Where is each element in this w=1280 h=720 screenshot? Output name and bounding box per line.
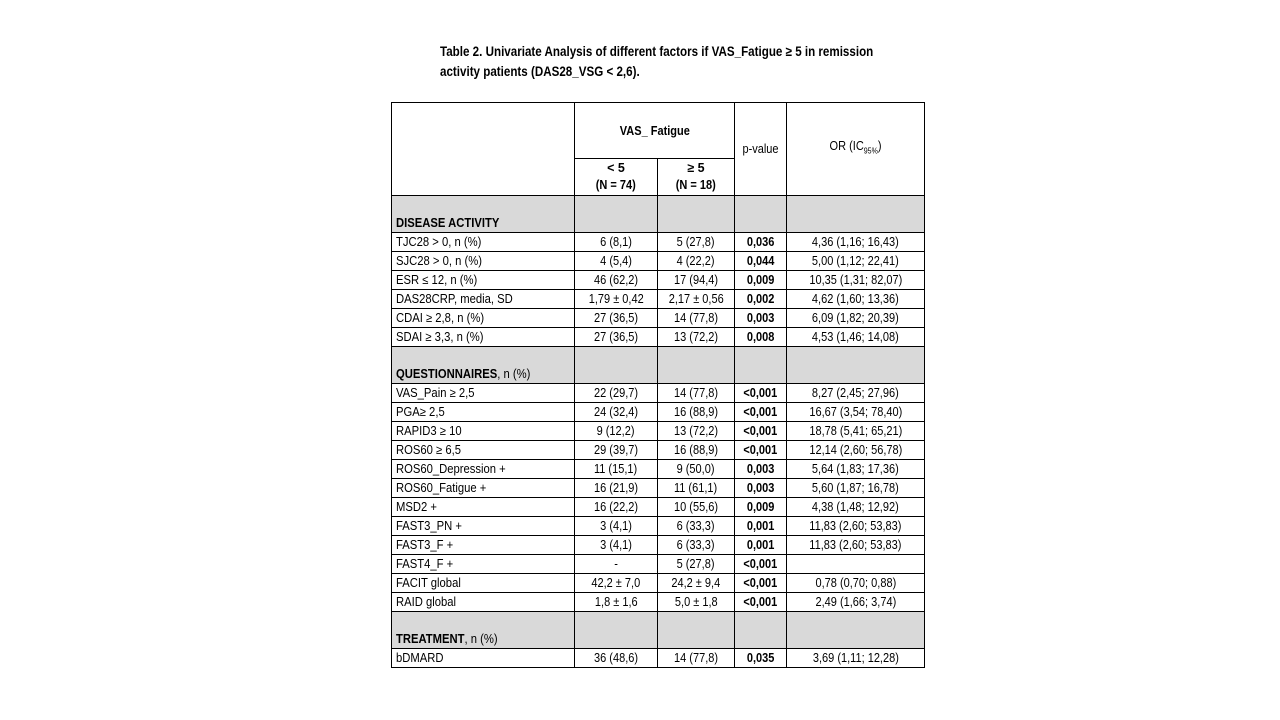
row-label-cell xyxy=(392,555,575,574)
table-row xyxy=(392,441,925,460)
p-value-cell xyxy=(735,593,787,612)
value-ge5: 6 (33,3) xyxy=(677,538,715,552)
value-ge5: 2,17 ± 0,56 xyxy=(668,292,724,306)
row-label-cell xyxy=(392,233,575,252)
value-ge5: 24,2 ± 9,4 xyxy=(671,576,721,590)
value-lt5-cell xyxy=(575,649,658,668)
value-lt5-cell xyxy=(575,309,658,328)
value-ge5: 5 (27,8) xyxy=(677,557,715,571)
table-row xyxy=(392,460,925,479)
value-ge5: 13 (72,2) xyxy=(673,424,719,438)
p-value-cell xyxy=(735,479,787,498)
row-label-cell xyxy=(392,498,575,517)
p-value: 0,001 xyxy=(746,519,775,533)
p-value: <0,001 xyxy=(743,386,778,400)
value-ge5: 6 (33,3) xyxy=(677,519,715,533)
odds-ratio: 5,60 (1,87; 16,78) xyxy=(812,481,899,495)
value-ge5-cell xyxy=(658,555,735,574)
section-empty-cell xyxy=(735,347,787,384)
p-value: 0,001 xyxy=(746,538,775,552)
odds-ratio-cell xyxy=(787,479,925,498)
row-label-cell xyxy=(392,460,575,479)
odds-ratio: 8,27 (2,45; 27,96) xyxy=(812,386,899,400)
table-row xyxy=(392,536,925,555)
table-title xyxy=(440,42,874,82)
p-value: <0,001 xyxy=(743,576,778,590)
p-value: 0,044 xyxy=(746,254,775,268)
value-lt5-cell xyxy=(575,479,658,498)
section-heading-text: TREATMENT xyxy=(396,632,465,646)
p-value: <0,001 xyxy=(743,424,778,438)
table-row xyxy=(392,479,925,498)
odds-ratio: 12,14 (2,60; 56,78) xyxy=(809,443,902,457)
value-ge5: 13 (72,2) xyxy=(673,330,719,344)
p-value: 0,009 xyxy=(746,500,775,514)
section-empty-cell xyxy=(658,612,735,649)
value-lt5-cell xyxy=(575,384,658,403)
value-lt5: 22 (29,7) xyxy=(593,386,639,400)
row-label-cell xyxy=(392,271,575,290)
row-label: FAST4_F + xyxy=(396,557,454,571)
header-empty-cell xyxy=(392,103,575,196)
value-ge5: 16 (88,9) xyxy=(673,405,719,419)
value-lt5-cell xyxy=(575,252,658,271)
value-ge5-cell xyxy=(658,593,735,612)
p-value-cell xyxy=(735,536,787,555)
value-ge5-cell xyxy=(658,328,735,347)
p-value-cell xyxy=(735,328,787,347)
p-value: <0,001 xyxy=(743,405,778,419)
p-value: 0,008 xyxy=(746,330,775,344)
row-label-cell xyxy=(392,574,575,593)
value-lt5-cell xyxy=(575,555,658,574)
value-ge5: 11 (61,1) xyxy=(674,481,718,495)
p-value: 0,035 xyxy=(746,651,775,665)
value-ge5-cell xyxy=(658,384,735,403)
value-ge5-cell xyxy=(658,233,735,252)
table-row xyxy=(392,574,925,593)
group-lt5-header: < 5 (N = 74) xyxy=(575,159,658,196)
section-empty-cell xyxy=(735,612,787,649)
table-row xyxy=(392,271,925,290)
table-row xyxy=(392,384,925,403)
odds-ratio: 5,00 (1,12; 22,41) xyxy=(812,254,899,268)
value-lt5-cell xyxy=(575,574,658,593)
section-heading-suffix: , n (%) xyxy=(497,367,531,381)
row-label-cell xyxy=(392,649,575,668)
value-lt5: 24 (32,4) xyxy=(593,405,639,419)
p-value-cell xyxy=(735,460,787,479)
value-lt5-cell xyxy=(575,328,658,347)
table-row xyxy=(392,555,925,574)
value-lt5: 4 (5,4) xyxy=(600,254,632,268)
row-label: CDAI ≥ 2,8, n (%) xyxy=(396,311,485,325)
section-heading xyxy=(392,347,575,384)
row-label-cell xyxy=(392,403,575,422)
value-lt5: 36 (48,6) xyxy=(593,651,639,665)
odds-ratio: 18,78 (5,41; 65,21) xyxy=(809,424,902,438)
section-header-row xyxy=(392,347,925,384)
row-label-cell xyxy=(392,441,575,460)
odds-ratio-cell xyxy=(787,441,925,460)
value-lt5: 6 (8,1) xyxy=(600,235,632,249)
value-ge5-cell xyxy=(658,271,735,290)
p-value-cell xyxy=(735,498,787,517)
p-value: 0,003 xyxy=(746,462,775,476)
univariate-analysis-table xyxy=(391,102,925,668)
p-value-cell xyxy=(735,574,787,593)
row-label-cell xyxy=(392,593,575,612)
value-lt5: 16 (21,9) xyxy=(593,481,639,495)
section-empty-cell xyxy=(575,347,658,384)
odds-ratio-cell xyxy=(787,555,925,574)
odds-ratio-cell xyxy=(787,290,925,309)
value-lt5-cell xyxy=(575,271,658,290)
p-value-cell xyxy=(735,649,787,668)
p-value: <0,001 xyxy=(743,443,778,457)
section-heading-text: QUESTIONNAIRES xyxy=(396,367,498,381)
p-value-cell xyxy=(735,252,787,271)
row-label: TJC28 > 0, n (%) xyxy=(396,235,482,249)
table-row xyxy=(392,328,925,347)
value-lt5-cell xyxy=(575,441,658,460)
value-lt5: 29 (39,7) xyxy=(593,443,639,457)
group-ge5-header: ≥ 5 (N = 18) xyxy=(658,159,735,196)
odds-ratio: 11,83 (2,60; 53,83) xyxy=(809,519,902,533)
row-label: RAPID3 ≥ 10 xyxy=(396,424,462,438)
odds-ratio: 11,83 (2,60; 53,83) xyxy=(809,538,902,552)
value-ge5-cell xyxy=(658,441,735,460)
table-row xyxy=(392,252,925,271)
value-ge5: 4 (22,2) xyxy=(677,254,715,268)
value-ge5: 17 (94,4) xyxy=(673,273,719,287)
p-value-cell xyxy=(735,555,787,574)
row-label: VAS_Pain ≥ 2,5 xyxy=(396,386,475,400)
section-empty-cell xyxy=(575,612,658,649)
table-row xyxy=(392,233,925,252)
odds-ratio: 0,78 (0,70; 0,88) xyxy=(815,576,896,590)
value-lt5: 46 (62,2) xyxy=(593,273,639,287)
odds-ratio-cell xyxy=(787,271,925,290)
section-empty-cell xyxy=(735,196,787,233)
value-lt5: 16 (22,2) xyxy=(593,500,639,514)
row-label-cell xyxy=(392,479,575,498)
row-label-cell xyxy=(392,384,575,403)
value-lt5: 1,8 ± 1,6 xyxy=(594,595,638,609)
value-lt5: 9 (12,2) xyxy=(597,424,635,438)
table-row xyxy=(392,517,925,536)
p-value: 0,036 xyxy=(746,235,775,249)
value-ge5: 14 (77,8) xyxy=(673,651,719,665)
value-ge5-cell xyxy=(658,403,735,422)
value-lt5: - xyxy=(614,557,618,571)
value-ge5: 9 (50,0) xyxy=(677,462,715,476)
row-label-cell xyxy=(392,309,575,328)
row-label: FAST3_F + xyxy=(396,538,454,552)
value-lt5-cell xyxy=(575,593,658,612)
value-ge5-cell xyxy=(658,498,735,517)
p-value-cell xyxy=(735,517,787,536)
row-label: ROS60 ≥ 6,5 xyxy=(396,443,461,457)
value-lt5: 3 (4,1) xyxy=(600,538,632,552)
value-ge5-cell xyxy=(658,252,735,271)
p-value-cell xyxy=(735,271,787,290)
value-lt5-cell xyxy=(575,290,658,309)
row-label: ROS60_Depression + xyxy=(396,462,506,476)
row-label-cell xyxy=(392,536,575,555)
value-ge5: 16 (88,9) xyxy=(673,443,719,457)
value-ge5-cell xyxy=(658,460,735,479)
value-lt5-cell xyxy=(575,403,658,422)
section-header-row xyxy=(392,196,925,233)
row-label: RAID global xyxy=(396,595,457,609)
p-value-cell xyxy=(735,290,787,309)
section-empty-cell xyxy=(787,347,925,384)
row-label-cell xyxy=(392,328,575,347)
value-ge5-cell xyxy=(658,536,735,555)
odds-ratio: 6,09 (1,82; 20,39) xyxy=(812,311,899,325)
row-label: ESR ≤ 12, n (%) xyxy=(396,273,478,287)
section-heading-text: DISEASE ACTIVITY xyxy=(396,216,500,230)
row-label-cell xyxy=(392,422,575,441)
p-value-cell xyxy=(735,384,787,403)
row-label: PGA≥ 2,5 xyxy=(396,405,445,419)
odds-ratio: 4,62 (1,60; 13,36) xyxy=(812,292,899,306)
row-label-cell xyxy=(392,252,575,271)
odds-ratio-cell xyxy=(787,460,925,479)
p-value-cell xyxy=(735,309,787,328)
section-empty-cell xyxy=(658,196,735,233)
section-heading xyxy=(392,196,575,233)
p-value: 0,003 xyxy=(746,481,775,495)
section-empty-cell xyxy=(787,196,925,233)
value-ge5: 10 (55,6) xyxy=(673,500,719,514)
section-header-row xyxy=(392,612,925,649)
value-ge5-cell xyxy=(658,422,735,441)
p-value-cell xyxy=(735,441,787,460)
odds-ratio-cell xyxy=(787,517,925,536)
odds-ratio: 4,53 (1,46; 14,08) xyxy=(812,330,899,344)
section-heading-suffix: , n (%) xyxy=(464,632,498,646)
value-lt5: 3 (4,1) xyxy=(600,519,632,533)
section-empty-cell xyxy=(575,196,658,233)
table-title-line-1: Table 2. Univariate Analysis of different factors if VAS_Fatigue ≥ 5 in remission xyxy=(440,44,874,59)
table-row xyxy=(392,309,925,328)
row-label: bDMARD xyxy=(396,651,444,665)
odds-ratio: 5,64 (1,83; 17,36) xyxy=(812,462,899,476)
header-row-1 xyxy=(392,103,925,159)
odds-ratio: 4,36 (1,16; 16,43) xyxy=(812,235,899,249)
value-ge5-cell xyxy=(658,290,735,309)
section-heading xyxy=(392,612,575,649)
row-label: FACIT global xyxy=(396,576,461,590)
or-header: OR $(IC_{95\%})$ xyxy=(787,103,925,196)
row-label: FAST3_PN + xyxy=(396,519,462,533)
odds-ratio-cell xyxy=(787,422,925,441)
value-lt5: 42,2 ± 7,0 xyxy=(591,576,641,590)
row-label-cell xyxy=(392,517,575,536)
value-ge5-cell xyxy=(658,309,735,328)
value-ge5: 5 (27,8) xyxy=(677,235,715,249)
value-lt5: 27 (36,5) xyxy=(593,311,639,325)
p-value: 0,003 xyxy=(746,311,775,325)
odds-ratio-cell xyxy=(787,309,925,328)
value-ge5: 14 (77,8) xyxy=(673,311,719,325)
p-value-cell xyxy=(735,403,787,422)
p-value: <0,001 xyxy=(743,557,778,571)
odds-ratio: 10,35 (1,31; 82,07) xyxy=(809,273,902,287)
odds-ratio-cell xyxy=(787,574,925,593)
p-value: <0,001 xyxy=(743,595,778,609)
odds-ratio-cell xyxy=(787,384,925,403)
row-label: SDAI ≥ 3,3, n (%) xyxy=(396,330,484,344)
value-lt5: 27 (36,5) xyxy=(593,330,639,344)
odds-ratio-cell xyxy=(787,328,925,347)
table-row xyxy=(392,422,925,441)
value-lt5-cell xyxy=(575,498,658,517)
odds-ratio: 2,49 (1,66; 3,74) xyxy=(815,595,896,609)
p-value-cell xyxy=(735,233,787,252)
odds-ratio-cell xyxy=(787,233,925,252)
section-empty-cell xyxy=(658,347,735,384)
p-value: 0,009 xyxy=(746,273,775,287)
row-label-cell xyxy=(392,290,575,309)
row-label: SJC28 > 0, n (%) xyxy=(396,254,482,268)
value-lt5-cell xyxy=(575,460,658,479)
odds-ratio: 3,69 (1,11; 12,28) xyxy=(812,651,899,665)
pvalue-header: p-value xyxy=(735,103,787,196)
value-ge5: 5,0 ± 1,8 xyxy=(674,595,718,609)
odds-ratio: 16,67 (3,54; 78,40) xyxy=(809,405,902,419)
table-title-line-2: activity patients (DAS28_VSG < 2,6). xyxy=(440,64,640,79)
odds-ratio-cell xyxy=(787,252,925,271)
table-row xyxy=(392,403,925,422)
value-lt5: 1,79 ± 0,42 xyxy=(588,292,644,306)
value-lt5-cell xyxy=(575,233,658,252)
value-lt5: 11 (15,1) xyxy=(594,462,638,476)
value-ge5-cell xyxy=(658,517,735,536)
section-empty-cell xyxy=(787,612,925,649)
value-ge5-cell xyxy=(658,479,735,498)
odds-ratio-cell xyxy=(787,593,925,612)
value-lt5-cell xyxy=(575,422,658,441)
row-label: MSD2 + xyxy=(396,500,437,514)
value-lt5-cell xyxy=(575,517,658,536)
value-ge5-cell xyxy=(658,574,735,593)
table-row xyxy=(392,498,925,517)
value-ge5: 14 (77,8) xyxy=(673,386,719,400)
row-label: DAS28CRP, media, SD xyxy=(396,292,513,306)
p-value-cell xyxy=(735,422,787,441)
odds-ratio-cell xyxy=(787,403,925,422)
table-row xyxy=(392,290,925,309)
value-lt5-cell xyxy=(575,536,658,555)
row-label: ROS60_Fatigue + xyxy=(396,481,487,495)
odds-ratio: 4,38 (1,48; 12,92) xyxy=(812,500,899,514)
odds-ratio-cell xyxy=(787,536,925,555)
vas-fatigue-header: VAS_ Fatigue xyxy=(575,103,735,159)
odds-ratio-cell xyxy=(787,498,925,517)
value-ge5-cell xyxy=(658,649,735,668)
p-value: 0,002 xyxy=(746,292,775,306)
table-row xyxy=(392,649,925,668)
table-row xyxy=(392,593,925,612)
odds-ratio-cell xyxy=(787,649,925,668)
